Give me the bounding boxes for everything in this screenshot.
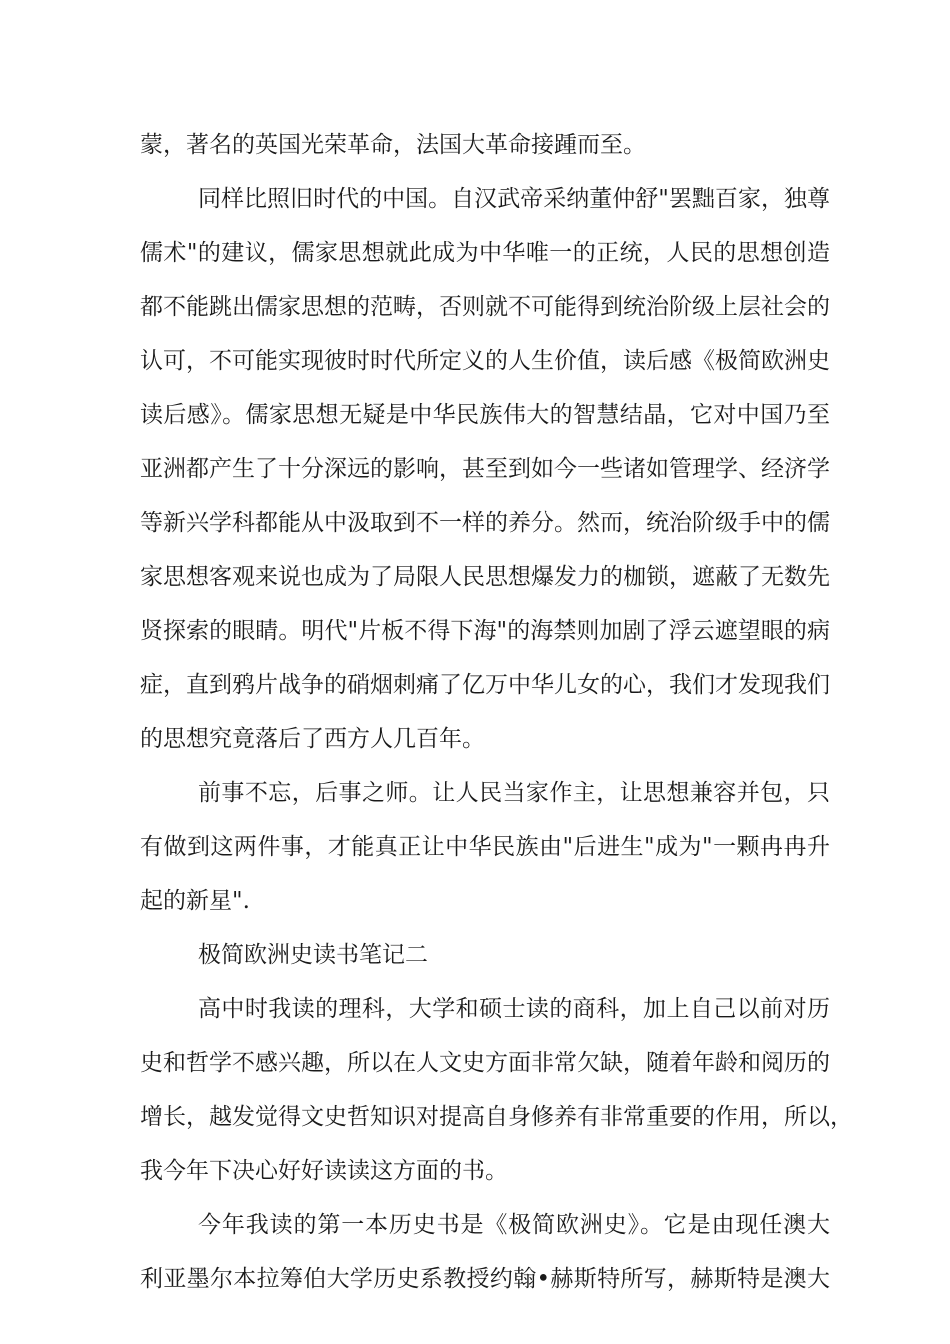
document-body — [140, 118, 853, 1306]
text-line: 症，直到鸦片战争的硝烟刺痛了亿万中华儿女的心，我们才发现我们 — [140, 672, 830, 698]
text-line: 的思想究竟落后了西方人几百年。 — [140, 726, 485, 752]
text-line: 亚洲都产生了十分深远的影响，甚至到如今一些诸如管理学、经济学 — [140, 456, 830, 482]
paragraph-start-line: 前事不忘，后事之师。让人民当家作主，让思想兼容并包，只 — [198, 780, 830, 806]
text-line: 蒙，著名的英国光荣革命，法国大革命接踵而至。 — [140, 132, 646, 158]
paragraph-start-line: 高中时我读的理科，大学和硕士读的商科，加上自己以前对历 — [198, 996, 830, 1022]
text-line: 增长，越发觉得文史哲知识对提高自身修养有非常重要的作用，所以， — [140, 1104, 853, 1130]
text-line: 贤探索的眼睛。明代"片板不得下海"的海禁则加剧了浮云遮望眼的病 — [140, 618, 830, 644]
paragraph-start-line: 今年我读的第一本历史书是《极简欧洲史》。它是由现任澳大 — [198, 1212, 830, 1238]
text-line: 儒术"的建议，儒家思想就此成为中华唯一的正统，人民的思想创造 — [140, 240, 830, 266]
text-line: 家思想客观来说也成为了局限人民思想爆发力的枷锁，遮蔽了无数先 — [140, 564, 830, 590]
text-line: 都不能跳出儒家思想的范畴，否则就不可能得到统治阶级上层社会的 — [140, 294, 830, 320]
text-line: 起的新星". — [140, 888, 250, 914]
text-line: 读后感》。儒家思想无疑是中华民族伟大的智慧结晶，它对中国乃至 — [140, 402, 830, 428]
text-line: 利亚墨尔本拉筹伯大学历史系教授约翰•赫斯特所写，赫斯特是澳大 — [140, 1266, 830, 1292]
text-line: 等新兴学科都能从中汲取到不一样的养分。然而，统治阶级手中的儒 — [140, 510, 830, 536]
paragraph-start-line: 同样比照旧时代的中国。自汉武帝采纳董仲舒"罢黜百家，独尊 — [198, 186, 830, 212]
text-line: 有做到这两件事，才能真正让中华民族由"后进生"成为"一颗冉冉升 — [140, 834, 830, 860]
text-line: 史和哲学不感兴趣，所以在人文史方面非常欠缺，随着年龄和阅历的 — [140, 1050, 830, 1076]
text-line: 认可，不可能实现彼时时代所定义的人生价值，读后感《极简欧洲史 — [140, 348, 830, 374]
section-heading: 极简欧洲史读书笔记二 — [198, 942, 428, 968]
text-line: 我今年下决心好好读读这方面的书。 — [140, 1158, 508, 1184]
